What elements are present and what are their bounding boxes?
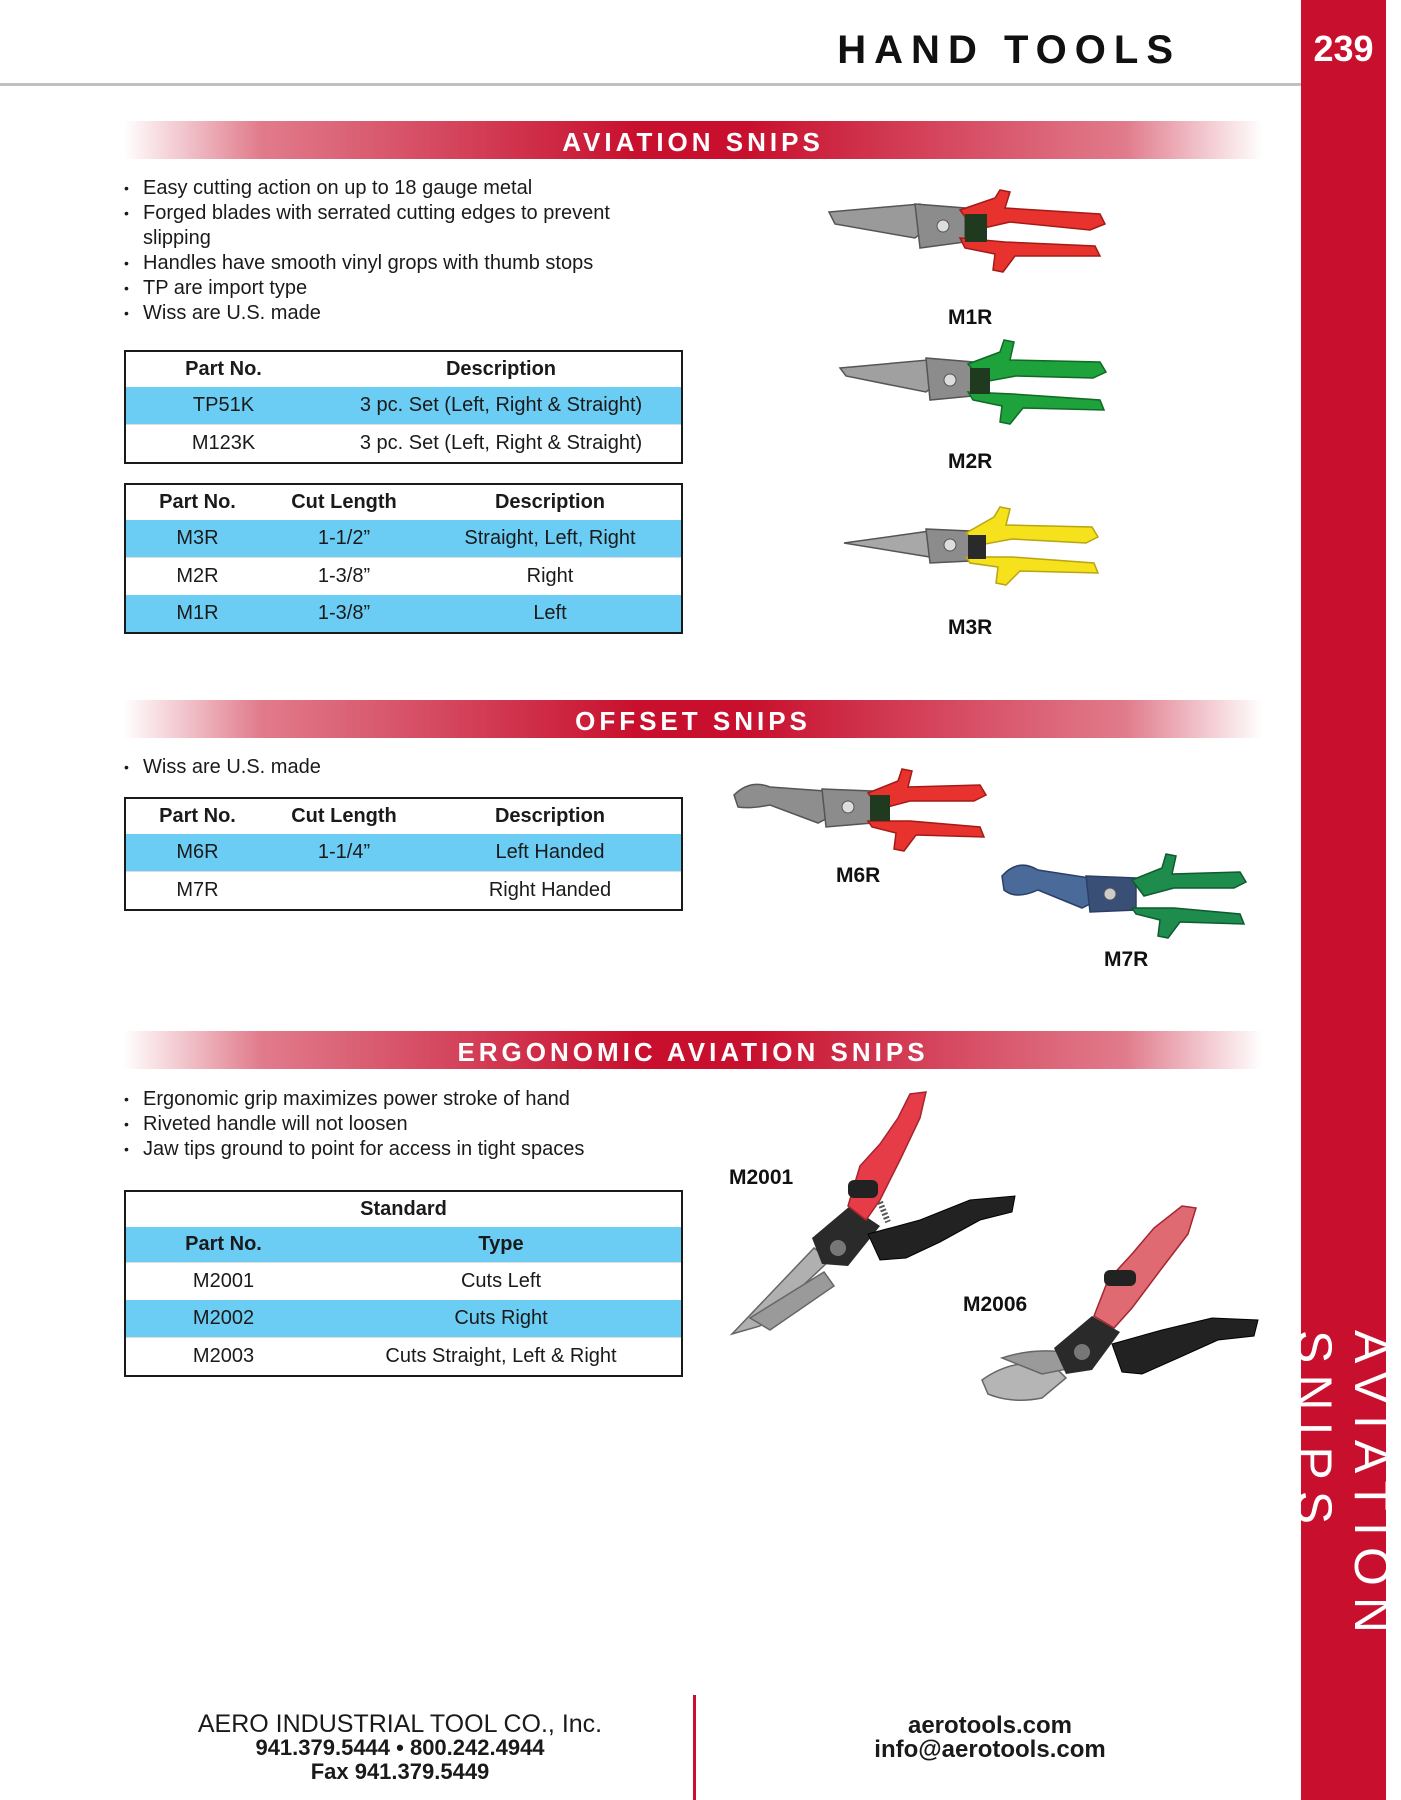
image-label: M2001 <box>729 1166 794 1189</box>
table-cell: M3R <box>125 520 269 558</box>
list-item: • Wiss are U.S. made <box>122 755 662 780</box>
table-cell: 1-3/8” <box>269 595 419 633</box>
list-item: • Forged blades with serrated cutting edges to prevent slipping <box>122 201 662 251</box>
table-cell: M123K <box>125 425 321 464</box>
table-header: Part No. <box>159 805 236 827</box>
image-label: M1R <box>948 306 993 329</box>
table-caption: Standard <box>360 1198 447 1220</box>
table-cell <box>269 872 419 911</box>
snips-m1r-image <box>825 190 1105 280</box>
footer-divider <box>693 1695 696 1800</box>
table-header: Part No. <box>159 491 236 513</box>
table-header: Cut Length <box>291 491 397 513</box>
table-cell: Right <box>419 558 682 596</box>
table-header: Type <box>321 1227 682 1263</box>
list-item: • Riveted handle will not loosen <box>122 1112 662 1137</box>
table-cell: M2002 <box>125 1300 321 1338</box>
offset-features <box>122 755 662 780</box>
header-rule <box>0 83 1301 86</box>
table-cell: 3 pc. Set (Left, Right & Straight) <box>321 387 682 425</box>
image-label: M3R <box>948 616 993 639</box>
section-title-offset: OFFSET SNIPS <box>575 706 811 736</box>
table-cell: Cuts Right <box>321 1300 682 1338</box>
section-title-ergonomic: ERGONOMIC AVIATION SNIPS <box>457 1037 929 1067</box>
snips-m2006-image <box>982 1198 1262 1408</box>
list-item: • Handles have smooth vinyl grops with thumb stops <box>122 251 662 276</box>
table-cell: M6R <box>125 834 269 872</box>
snips-m2r-image <box>838 338 1108 428</box>
list-item: • Jaw tips ground to point for access in tight spaces <box>122 1137 662 1162</box>
list-item: • TP are import type <box>122 276 662 301</box>
table-cell: Right Handed <box>419 872 682 911</box>
table-row <box>125 520 682 558</box>
snips-m7r-image <box>998 850 1248 940</box>
email-link[interactable]: info@aerotools.com <box>874 1736 1106 1763</box>
side-label: AVIATION SNIPS <box>1286 1330 1400 1644</box>
table-row <box>125 1300 682 1338</box>
footer-company-block <box>140 1712 660 1784</box>
table-cell: 1-3/8” <box>269 558 419 596</box>
table-header: Description <box>445 358 557 380</box>
ergonomic-snips-table <box>124 1190 683 1377</box>
page-title: HAND TOOLS <box>837 28 1181 72</box>
table-header: Cut Length <box>291 805 397 827</box>
phone-numbers: 941.379.5444 • 800.242.4944 <box>255 1735 545 1760</box>
table-cell: TP51K <box>125 387 321 425</box>
table-cell: M1R <box>125 595 269 633</box>
table-cell: 1-1/4” <box>269 834 419 872</box>
ergonomic-features <box>122 1087 662 1162</box>
table-cell: M2001 <box>125 1263 321 1301</box>
section-band-aviation <box>123 121 1263 159</box>
footer-contact-block <box>800 1714 1180 1762</box>
list-item: • Easy cutting action on up to 18 gauge metal <box>122 176 662 201</box>
image-label: M2R <box>948 450 993 473</box>
company-name: AERO INDUSTRIAL TOOL CO., Inc. <box>197 1710 603 1738</box>
table-row <box>125 425 682 464</box>
table-cell: 3 pc. Set (Left, Right & Straight) <box>321 425 682 464</box>
table-cell: Left <box>419 595 682 633</box>
aviation-features <box>122 176 662 326</box>
side-label-wrap <box>1286 1330 1400 1790</box>
aviation-kit-table <box>124 350 683 464</box>
offset-snips-table <box>124 797 683 911</box>
table-cell: Straight, Left, Right <box>419 520 682 558</box>
fax-number: Fax 941.379.5449 <box>310 1759 490 1784</box>
table-row <box>125 834 682 872</box>
table-row <box>125 1263 682 1301</box>
table-cell: Cuts Straight, Left & Right <box>321 1338 682 1377</box>
section-band-ergonomic <box>123 1031 1263 1069</box>
section-title-aviation: AVIATION SNIPS <box>562 127 824 157</box>
snips-m6r-image <box>730 765 990 855</box>
list-item: • Ergonomic grip maximizes power stroke of hand <box>122 1087 662 1112</box>
image-label: M7R <box>1104 948 1149 971</box>
table-header: Description <box>494 491 606 513</box>
image-label: M6R <box>836 864 881 887</box>
table-cell: 1-1/2” <box>269 520 419 558</box>
section-band-offset <box>123 700 1263 738</box>
table-cell: Left Handed <box>419 834 682 872</box>
aviation-snips-table <box>124 483 683 634</box>
image-label: M2006 <box>963 1293 1028 1316</box>
table-row <box>125 558 682 596</box>
table-cell: M7R <box>125 872 269 911</box>
table-cell: M2R <box>125 558 269 596</box>
table-row <box>125 387 682 425</box>
website-link[interactable]: aerotools.com <box>907 1712 1073 1739</box>
table-row <box>125 872 682 911</box>
page-number: 239 <box>1313 28 1374 69</box>
list-item: • Wiss are U.S. made <box>122 301 662 326</box>
snips-m3r-image <box>842 505 1102 585</box>
table-cell: M2003 <box>125 1338 321 1377</box>
table-header: Part No. <box>185 358 262 380</box>
table-row <box>125 595 682 633</box>
table-row <box>125 1338 682 1377</box>
table-header: Part No. <box>125 1227 321 1263</box>
table-cell: Cuts Left <box>321 1263 682 1301</box>
table-header: Description <box>494 805 606 827</box>
